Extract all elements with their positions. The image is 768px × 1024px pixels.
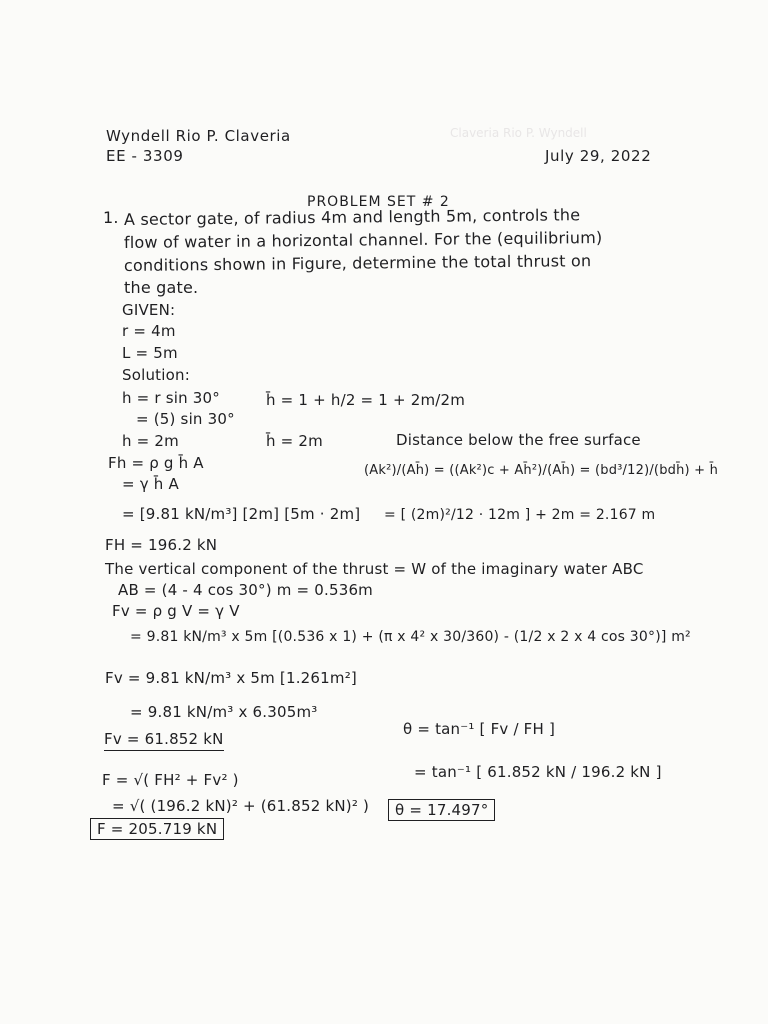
hbar-result: h̄ = 2m: [266, 432, 323, 450]
solution-label: Solution:: [122, 366, 190, 384]
vertical-component-label: The vertical component of the thrust = W of the imaginary water ABC: [105, 560, 644, 578]
fv-substitution: = 9.81 kN/m³ x 5m [(0.536 x 1) + (π x 4² x 30/360) - (1/2 x 2 x 4 cos 30°)] m²: [130, 629, 691, 645]
fv-volume: = 9.81 kN/m³ x 6.305m³: [130, 703, 318, 721]
problem-line-2: flow of water in a horizontal channel. For the (equilibrium): [123, 227, 603, 252]
hbar-formula: h̄ = 1 + h/2 = 1 + 2m/2m: [266, 391, 466, 409]
h-result: h = 2m: [122, 432, 179, 450]
fh-result: FH = 196.2 kN: [105, 536, 218, 554]
distance-result: = [ (2m)²/12 · 12m ] + 2m = 2.167 m: [384, 507, 656, 523]
fv-formula: Fv = ρ g V = γ V: [112, 602, 240, 620]
theta-substitution: = tan⁻¹ [ 61.852 kN / 196.2 kN ]: [414, 763, 662, 781]
theta-formula: θ = tan⁻¹ [ Fv / FH ]: [403, 720, 556, 738]
theta-result: θ = 17.497°: [388, 799, 495, 821]
ab-length: AB = (4 - 4 cos 30°) m = 0.536m: [118, 581, 373, 599]
bleed-through-text: Claveria Rio P. Wyndell: [450, 126, 587, 140]
given-radius: r = 4m: [122, 322, 176, 340]
date: July 29, 2022: [545, 147, 652, 165]
fh-formula: Fh = ρ g h̄ A: [108, 454, 204, 472]
h-substitution: = (5) sin 30°: [136, 410, 235, 428]
fh-gamma: = γ h̄ A: [122, 475, 179, 493]
page-title: PROBLEM SET # 2: [307, 194, 450, 210]
problem-line-3: conditions shown in Figure, determine the total thrust on: [123, 251, 592, 275]
resultant-formula: F = √( FH² + Fv² ): [102, 771, 239, 789]
distance-formula: (Ak²)/(Ah̄) = ((Ak²)c + Ah̄²)/(Ah̄) = (bd³/12)/(bdh̄) + h̄: [364, 463, 719, 478]
distance-label: Distance below the free surface: [396, 431, 641, 449]
resultant-result: F = 205.719 kN: [90, 818, 224, 840]
author-name: Wyndell Rio P. Claveria: [106, 127, 291, 145]
given-label: GIVEN:: [122, 301, 176, 319]
given-length: L = 5m: [122, 344, 178, 362]
section-code: EE - 3309: [106, 147, 184, 165]
resultant-substitution: = √( (196.2 kN)² + (61.852 kN)² ): [112, 797, 370, 815]
problem-line-4: the gate.: [124, 278, 199, 297]
problem-number: 1.: [103, 208, 119, 227]
fv-simplified: Fv = 9.81 kN/m³ x 5m [1.261m²]: [105, 669, 357, 687]
h-formula: h = r sin 30°: [122, 389, 220, 407]
fv-result: Fv = 61.852 kN: [104, 730, 224, 751]
problem-line-1: A sector gate, of radius 4m and length 5m, controls the: [123, 205, 581, 229]
fh-substitution: = [9.81 kN/m³] [2m] [5m · 2m]: [122, 505, 361, 523]
